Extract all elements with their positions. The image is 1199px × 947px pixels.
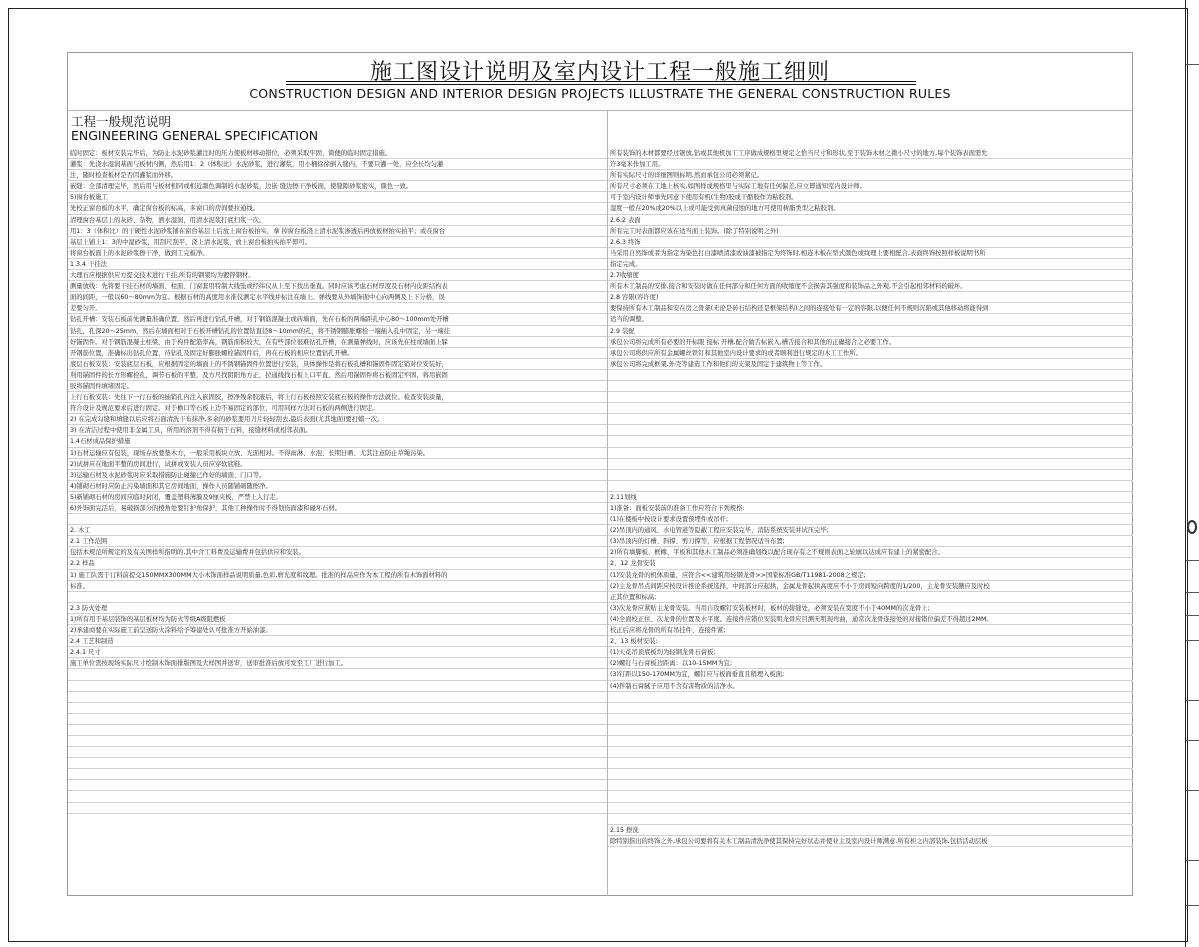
spec-row bbox=[608, 459, 1133, 470]
spec-row: 2.7收缩度 bbox=[608, 270, 1133, 281]
spec-row bbox=[608, 692, 1133, 703]
spec-row: 底层石板安装：安装底层石板，应根据固定的墙面上的不锈钢锚固件位置进行安装，具体操作是将石板孔槽和锚固件固定销对位安装好， bbox=[68, 359, 607, 370]
spec-row bbox=[68, 681, 607, 692]
divider bbox=[68, 110, 1132, 111]
spec-row bbox=[608, 769, 1133, 780]
spec-row: 2)承建商要在实际施工前呈送防火涂料给予筹建处认可批准方开始油漆。 bbox=[68, 625, 607, 636]
spec-row: 校正后应将龙骨的所有吊挂件、连接件紧; bbox=[608, 625, 1133, 636]
spec-sheet bbox=[67, 52, 1133, 896]
spec-row: 开钢筋位置，准确标出钻孔位置，待钻孔及固定好膨胀螺栓锚固件后，再在石板的相应位置钻孔开槽。 bbox=[68, 348, 607, 359]
spec-row bbox=[68, 692, 607, 703]
spec-row: 承包公司将供应所有金属螺丝铁钉和其他室内设计要求的或者顺利进行规定的木工工作所。 bbox=[608, 348, 1133, 359]
title-block-strip bbox=[1185, 0, 1199, 947]
spec-row: 所有尺寸必须在工地上核实,如图样或规格里与实际工地有任何偏差,应立即通知室内设计师。 bbox=[608, 181, 1133, 192]
spec-row: (2)吊顶内的通风、水电管道等隐蔽工程应安装完毕，消防系统安装并试压完毕; bbox=[608, 525, 1133, 536]
title-block-cell bbox=[1186, 905, 1199, 906]
spec-row: 许3毫米作加工用。 bbox=[608, 159, 1133, 170]
spec-row: 2.1 工作范围 bbox=[68, 536, 607, 547]
spec-row bbox=[68, 725, 607, 736]
spec-row: 承包公司将完成所有必要的开标眼 接标 开槽,配合做舌标嵌入,槽舌接合和其他的正确接合之必要工作。 bbox=[608, 337, 1133, 348]
spec-row: 先校正窗台板的水平，确定窗台板的标高，多窗口的房间要拉通线。 bbox=[68, 203, 607, 214]
spec-row: 2)试拼应在地面平整的房间进行，试拼或安装人员应穿软底鞋。 bbox=[68, 459, 607, 470]
spec-row bbox=[608, 725, 1133, 736]
spec-row bbox=[68, 514, 607, 525]
spec-row: 当采用自然饰或者为指定为染色打白漆喷清漆或油漆被指定为终饰时,相连木板在型式颜色或纹理上要相配合,表面终饰按照样板说明书所 bbox=[608, 248, 1133, 259]
spec-row: 临时固定：板材安装完毕后，为防止水泥砂浆灌注时的压力使板材移动错位，必须采取牢固、简便的临时固定措施。 bbox=[68, 148, 607, 159]
page-title: 施工图设计说明及室内设计工程一般施工细则 bbox=[369, 60, 830, 85]
spec-row: (1)在楼板中按设计要求设置预埋件或吊杆; bbox=[608, 514, 1133, 525]
spec-row: 所有实际尺寸的详细图则标明,然而承包公司必须紧记。 bbox=[608, 170, 1133, 181]
spec-row: 符合设计及规范要求后进行固定。对于檐口等石板上边不易固定的部位，可用同样方法对石板的两侧进行固定。 bbox=[68, 403, 607, 414]
spec-row: 用1：3（体积比）的干硬性水泥砂浆铺在窗台基层上后放上窗台板拍实，拿 掉窗台板浇上清水泥浆渗透后再放板材拍实拍平；或在窗台 bbox=[68, 226, 607, 237]
spec-row: 2.2 样品 bbox=[68, 558, 607, 569]
spec-row: 灌浆：先浇水湿润基面与板材内侧，然后用1：2（体积比）水泥砂浆，进行灌浆，用小桶徐徐倒入缝内，不要只灌一处，应全长均匀灌 bbox=[68, 159, 607, 170]
spec-row: 上行石板安装：先往下一行石板的插销孔内注入嵌固胶，擦净残余胶液后，将上行石板按照安装底石板的操作方法就位。检查安装质量， bbox=[68, 392, 607, 403]
spec-row: 面的间距，一般以60～80mm为宜。根据石材的高度用水准仪测定水平线并标注在墙上。弹线要从外墙饰面中心向两侧及上下分格，误 bbox=[68, 292, 607, 303]
spec-row bbox=[68, 791, 607, 802]
spec-row: (3)钉距以150-170MM为宜，螺钉应与板面垂直且稍埋入板面; bbox=[608, 669, 1133, 680]
spec-row: 钻孔，孔深20～25mm，然后在墙面相对于石板开槽钻孔的位置钻直径8～10mm的孔，将不锈钢膨胀螺栓一端插入孔中固定，另一端挂 bbox=[68, 326, 607, 337]
spec-row bbox=[608, 403, 1133, 414]
spec-row: 利用锚固件的长方形螺栓孔，调节石板的平整，及方尺找阴阳角方正，拉通线找石板上口平直，然后用锚固件将石板固定牢固，将用嵌固 bbox=[68, 370, 607, 381]
spec-row: (4)拌制石膏腻子应用不含有害物质的洁净水。 bbox=[608, 681, 1133, 692]
title-block-cell bbox=[1186, 592, 1199, 593]
spec-row: 湿度一般在20%或20%以上或可能受到真菌侵蚀的地方可使用树脂类型之粘胶剂。 bbox=[608, 203, 1133, 214]
spec-row bbox=[68, 780, 607, 791]
spec-row bbox=[608, 425, 1133, 436]
left-column bbox=[68, 148, 607, 814]
spec-row bbox=[608, 436, 1133, 447]
spec-row: 可于室内设计师事先同意下使用有机(生物)胶或干酪胶作为粘胶剂。 bbox=[608, 192, 1133, 203]
title-block-cell bbox=[1186, 790, 1199, 791]
spec-row bbox=[68, 736, 607, 747]
spec-row: 2、13 板材安装: bbox=[608, 636, 1133, 647]
spec-row: 测量放线：先将要干挂石材的墙面、柱面、门窗套用特制大线坠或经纬仪从上至下找出垂直。同时应该考虑石材厚度及石材内皮距结构表 bbox=[68, 281, 607, 292]
section-title-cn: 工程一般规范说明 bbox=[71, 114, 172, 129]
spec-row: 承包公司将完成框架,外壳等建造工作和他们的支架及固定于建筑物上等工作。 bbox=[608, 359, 1133, 370]
right-column bbox=[608, 148, 1133, 847]
spec-row: 包括本规范所规定的及有关图样所指明的,其中含工料费及运输费并包括供应和安装。 bbox=[68, 547, 607, 558]
title-block-cell bbox=[1186, 560, 1199, 561]
spec-row: 2.4.1 尺寸 bbox=[68, 647, 607, 658]
spec-row: 1)石材运输应有包装，现场存放要垫木方，一般采用板块立放、光面相对。不得雨淋、水泡、长期日晒、尤其注意防止草绳污染。 bbox=[68, 448, 607, 459]
spec-row: 1.3.4 干挂法 bbox=[68, 259, 607, 270]
spec-row: 大理石应根据供应方提交技术进行干挂,所有的钢架均为镀锌钢材。 bbox=[68, 270, 607, 281]
spec-row: 嵌缝：全部清理完毕，然后用与板材相同或相近颜色调制的水泥砂浆，边嵌 缝边擦干净板面，使缝隙砂浆密实，颜色一致。 bbox=[68, 181, 607, 192]
spec-row bbox=[608, 803, 1133, 814]
spec-row: 适当的调整。 bbox=[608, 314, 1133, 325]
spec-row: 1) 施工队需于订料前提交150MMX300MM大小木饰面样品说明质量,色彩,磨光度和纹理。批准的样品应作为本工程的所有木饰面材料的 bbox=[68, 570, 607, 581]
spec-row: 所有完工时表面都应该在适当面上装饰。(除了特别说明之外) bbox=[608, 226, 1133, 237]
spec-row: 指定完成。 bbox=[608, 259, 1133, 270]
spec-row: 2.3 防火处理 bbox=[68, 603, 607, 614]
section-title-en: ENGINEERING GENERAL SPECIFICATION bbox=[71, 128, 319, 143]
spec-row bbox=[608, 381, 1133, 392]
spec-row bbox=[68, 747, 607, 758]
spec-row: 2.6.3 终饰 bbox=[608, 237, 1133, 248]
title-block-cell bbox=[1186, 700, 1199, 701]
spec-row: 差要匀开。 bbox=[68, 303, 607, 314]
spec-row bbox=[608, 736, 1133, 747]
spec-row bbox=[608, 747, 1133, 758]
spec-row: 5)新铺砌石材的房间应临时封闭，覆盖塑料薄膜及9厘夹板，严禁上人行走。 bbox=[68, 492, 607, 503]
spec-row: 清理窗台基层上的灰砂、杂物，洒水湿润，用清水泥浆打底扫浆一次。 bbox=[68, 215, 607, 226]
spec-row bbox=[608, 791, 1133, 802]
title-underline bbox=[286, 84, 916, 85]
spec-row: 2) 在完成勾缝和填缝以后应将石面清洗干布抹净,多余的砂浆要用刀片轻轻刮去,最后表面(尤其地面)要打蜡一次。 bbox=[68, 414, 607, 425]
spec-row: 5)窗台板施工 bbox=[68, 192, 607, 203]
spec-row: 将窗台板面上的水泥砂浆擦干净，做到工完板净。 bbox=[68, 248, 607, 259]
page-subtitle: CONSTRUCTION DESIGN AND INTERIOR DESIGN PROJECTS ILLUSTRATE THE GENERAL CONSTRUCTION RULES bbox=[249, 86, 951, 101]
spec-row: 注，随时检查板材是否因灌浆而外移。 bbox=[68, 170, 607, 181]
spec-row bbox=[68, 758, 607, 769]
spec-row: 胶将锚固件填堵固定。 bbox=[68, 381, 607, 392]
spec-row bbox=[68, 803, 607, 814]
spec-row: (4)全面校正住、次龙骨的位置及水平度。连接件应错位安装明龙骨应目测无明现弯曲，通常次龙骨连接处的对接错位偏差不得超过2MM。 bbox=[608, 614, 1133, 625]
spec-row bbox=[608, 392, 1133, 403]
spec-row bbox=[68, 592, 607, 603]
spec-row: 施工单位需按现场实际尺寸绘制木饰面排版图及大样图并送审，送审批准后放可发至工厂进行加工。 bbox=[68, 658, 607, 669]
spec-row bbox=[608, 370, 1133, 381]
spec-row bbox=[608, 481, 1133, 492]
spec-row: 2.4 工艺和制造 bbox=[68, 636, 607, 647]
spec-row bbox=[68, 714, 607, 725]
spec-row: 2.9 装配 bbox=[608, 326, 1133, 337]
title-block-cell bbox=[1186, 615, 1199, 616]
spec-row: 1)准备：面板安装前的准备工作应符合下列规格: bbox=[608, 503, 1133, 514]
spec-row bbox=[68, 669, 607, 680]
spec-row: (3)次龙骨应紧贴主龙骨安装。当用自攻螺钉安装板材时，板材的接缝处，必须安装在宽度不小于40MM的次龙骨上; bbox=[608, 603, 1133, 614]
title-block-cell bbox=[1186, 740, 1199, 741]
spec-row: 1)所有用于基层装饰的基层板材均为防火等级A级阻燃板 bbox=[68, 614, 607, 625]
spec-row: 2.8 容限(容许度) bbox=[608, 292, 1133, 303]
spec-row bbox=[608, 714, 1133, 725]
title-block-cell bbox=[1186, 640, 1199, 641]
spec-row: (1)天花吊顶底板均为轻钢龙骨石膏板; bbox=[608, 647, 1133, 658]
spec-row bbox=[608, 780, 1133, 791]
spec-row: 1.4石材成品保护措施 bbox=[68, 436, 607, 447]
spec-row: 4)铺砌石材时应防止污染墙面和其它房间地面，操作人员随铺砌随擦净。 bbox=[68, 481, 607, 492]
spec-row bbox=[608, 703, 1133, 714]
title-underline bbox=[286, 81, 916, 82]
spec-row: 2. 木工 bbox=[68, 525, 607, 536]
spec-row: (2)螺钉与石膏板边距离：以10-15MM为宜; bbox=[608, 658, 1133, 669]
spec-row: 3)运输石材及水泥砂浆时应采取措施防止碰撞已作好的墙面、门口等。 bbox=[68, 470, 607, 481]
spec-row: 要保持所有木工制品和安在房之骨架(无论是砖石结构还是框架结构)之间的连接处有一定的容限,以便任何不规则沉陷或其他移动将能得到 bbox=[608, 303, 1133, 314]
spec-row: (3)吊顶内的灯槽、斜撑、剪刀撑等，应根据工程情况适当布置; bbox=[608, 536, 1133, 547]
spec-row: 正其位置和标高; bbox=[608, 592, 1133, 603]
spec-row: 2)所有墙脚板、框橼、平板和其他木工制品必须准确划线以配合现存有之不规则表面之轮廓以达成应有建上的紧密配合。 bbox=[608, 547, 1133, 558]
spec-row: 标准。 bbox=[68, 581, 607, 592]
spec-row bbox=[68, 703, 607, 714]
spec-row: 2、12 龙骨安装 bbox=[608, 558, 1133, 569]
spec-row: 2.15 擦洗 bbox=[608, 825, 1133, 836]
title-block-cell bbox=[1186, 860, 1199, 861]
spec-row bbox=[608, 470, 1133, 481]
title-block-cell bbox=[1186, 64, 1199, 65]
spec-row bbox=[608, 814, 1133, 825]
spec-row: 所有木工制品的安排,接合和安装时做在任何部分和任何方面的收缩度不会损害其强度和装饰品之外观,不会引起相邻材料的破坏。 bbox=[608, 281, 1133, 292]
spec-row: (1)安装龙骨的机体质量，应符合<<建筑用轻钢龙骨>>国家标准GB/T11981-2008之规定; bbox=[608, 570, 1133, 581]
spec-row: 3) 在清洁过程中使用非金属工具，所用的溶剂不得有损于石料，接缝材料或相邻表面。 bbox=[68, 425, 607, 436]
spec-row: 除特别指出的终饰之外,承包公司要将有关木工制品清洗净使其保持完好状态并使业主及室内设计师满意.所有柜之内部装饰,包括活动层板 bbox=[608, 836, 1133, 847]
spec-row: 基层上铺上1：3的中湿砂浆，用刮尺刮平，浇上清水泥浆，放上窗台板拍实拍平即可。 bbox=[68, 237, 607, 248]
spec-row: 钻孔开槽：安装石板前先测量准确位置，然后再进行钻孔开槽，对于钢筋混凝土或砖墙面，先在石板的两端距孔中心80～100mm处开槽 bbox=[68, 314, 607, 325]
revision-marker bbox=[1187, 520, 1197, 534]
spec-row: 好锚固件。对于钢筋混凝土柱梁，由于构件配筋率高，钢筋面积较大，在有些部位很难钻孔开槽，在测量弹线时，应该先在柱或墙面上躲 bbox=[68, 337, 607, 348]
spec-row: 所有装饰的木材都要经过锯放,钻或其他机加工工序做成规格里规定之恰当尺寸和形状,至于装饰木材之微小尺寸的地方,每个装饰表面需允 bbox=[608, 148, 1133, 159]
spec-row bbox=[68, 769, 607, 780]
spec-row: 6)外饰面完活后，易破损部分的棱角处要钉护角保护，其他工种操作时不得划伤面漆和碰坏石材。 bbox=[68, 503, 607, 514]
spec-row: 2.6.2 表面 bbox=[608, 215, 1133, 226]
spec-row: (2)主龙骨吊点间距应按设计推论系统选择，中间部分应起拱，金属龙骨起拱高度应不小于房间短向跨度的1/200，主龙骨安装腋应及时校 bbox=[608, 581, 1133, 592]
spec-row bbox=[608, 414, 1133, 425]
spec-row bbox=[608, 758, 1133, 769]
spec-row bbox=[608, 448, 1133, 459]
spec-row: 2.11划线 bbox=[608, 492, 1133, 503]
